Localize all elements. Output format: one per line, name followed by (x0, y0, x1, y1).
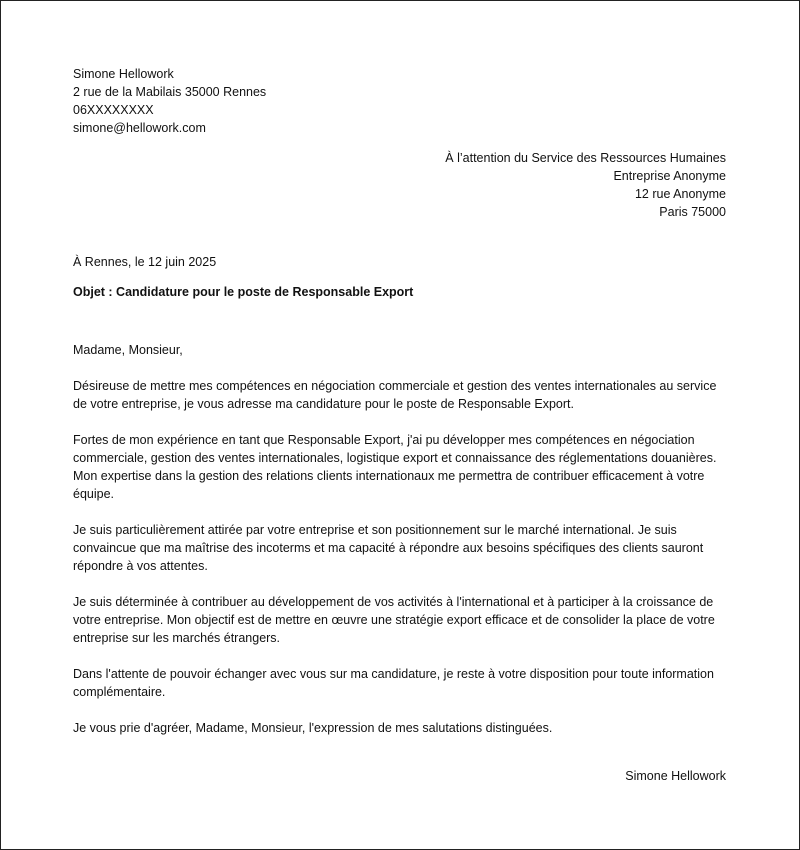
recipient-block (306, 149, 726, 221)
body-paragraph: Fortes de mon expérience en tant que Responsable Export, j'ai pu développer mes compétences en négociation commerciale, gestion des ventes internationales, logistique export et connaissance des réglementations douanières. Mon expertise dans la gestion des relations clients internationaux me permettra de contribuer efficacement à votre équipe. (73, 433, 717, 501)
sender-name: Simone Hellowork (73, 67, 174, 81)
sender-phone: 06XXXXXXXX (73, 103, 154, 117)
sender-block (73, 65, 473, 137)
letter-body (73, 341, 729, 755)
recipient-street: 12 rue Anonyme (634, 187, 726, 201)
letter-date: À Rennes, le 12 juin 2025 (73, 255, 217, 269)
body-paragraph: Je suis déterminée à contribuer au développement de vos activités à l'international et à participer à la croissance de votre entreprise. Mon objectif est de mettre en œuvre une stratégie export efficace et de consolider la place de votre entreprise sur les marchés étrangers. (73, 595, 715, 645)
letter-subject: Objet : Candidature pour le poste de Responsable Export (73, 285, 414, 299)
recipient-company: Entreprise Anonyme (613, 169, 726, 183)
body-paragraph: Je suis particulièrement attirée par votre entreprise et son positionnement sur le marché international. Je suis convaincue que ma maîtrise des incoterms et ma capacité à répondre aux besoins spécifiques des clients sauront répondre à vos attentes. (73, 523, 704, 573)
recipient-city: Paris 75000 (659, 205, 726, 219)
body-paragraph: Dans l'attente de pouvoir échanger avec vous sur ma candidature, je reste à votre disposition pour toute information complémentaire. (73, 667, 714, 699)
salutation: Madame, Monsieur, (73, 343, 183, 357)
closing-paragraph: Je vous prie d'agréer, Madame, Monsieur, l'expression de mes salutations distinguées. (73, 721, 553, 735)
body-paragraph: Désireuse de mettre mes compétences en négociation commerciale et gestion des ventes internationales au service de votre entreprise, je vous adresse ma candidature pour le poste de Responsable Export. (73, 379, 717, 411)
recipient-attention: À l’attention du Service des Ressources Humaines (445, 151, 726, 165)
signature: Simone Hellowork (625, 769, 726, 783)
sender-email: simone@hellowork.com (73, 121, 206, 135)
sender-address: 2 rue de la Mabilais 35000 Rennes (73, 85, 267, 99)
